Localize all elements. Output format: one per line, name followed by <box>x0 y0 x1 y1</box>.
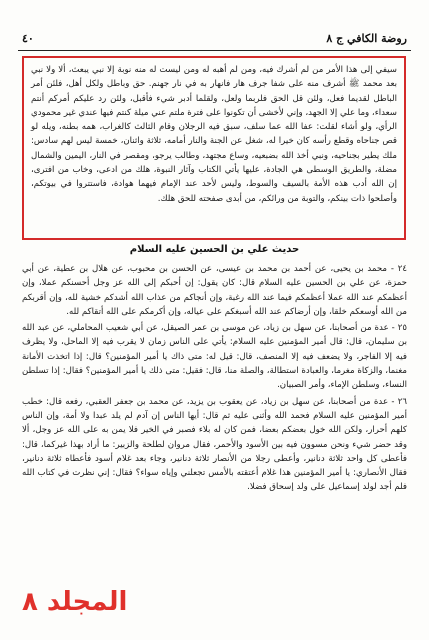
highlighted-passage-text: سيفي إلى هذا الأمر من لم أشرك فيه، ومن لم أهبه له ومن ليست له منه نوبة إلا نبي يبعث، ألا ولا نبي بعد محمد ﷺ أشرف منه على شفا جرف هار فانهار به في نار جهنم. حق وباطل ولكل أهل، فلئن أمر الباطل لقديما فعل، ولئن قل الحق فلربما ولعل، ولقلما أدبر شيء فأقبل، ولئن رد عليكم أمركم أنتم سعداء، وما علي إلا الجهد، وإني لأخشى أن تكونوا على فترة ملتم عني ميلة كنتم فيها عندي غير محمودي الرأي، ولو أشاء لقلت: عفا الله عما سلف، سبق فيه الرجلان وقام الثالث كالغراب، همه بطنه، ويله لو قص جناحاه وقطع رأسه كان خيرا له، شغل عن الجنة والنار أمامه، ثلاثة واثنان، خمسة ليس لهم سادس: ملك يطير بجناحيه، ونبي أخذ الله بضبعيه، وساع مجتهد، وطالب يرجو، ومقصر في النار، اليمين والشمال مضلة، والطريق الوسطى هي الجادة، عليها يأتي الكتاب وآثار النبوة، هلك من ادعى، وخاب من افترى، إن الله أدب هذه الأمة بالسيف والسوط، وليس لأحد عند الإمام فيهما هوادة، فاستتروا في بيوتكم، وأصلحوا ذات بينكم، والتوبة من ورائكم، من أبدى صفحته للحق هلك. <box>30 65 397 204</box>
section-title: حديث علي بن الحسين عليه السلام <box>129 244 300 255</box>
page-header <box>22 28 407 48</box>
hadith-paragraph: ٢٤ - محمد بن يحيى، عن أحمد بن محمد بن عيسى، عن الحسن بن محبوب، عن هلال بن عطية، عن أبي حمزة، عن علي بن الحسين عليه السلام قال: كان يقول: إن أحبكم إلى الله عز وجل أحسنكم عملا، وإن أعظمكم عند الله عملا أعظمكم فيما عند الله رغبة، وإن أنجاكم من عذاب الله أشدكم خشية لله، وإن أقربكم من الله أوسعكم خلقا، وإن أرضاكم عند الله أسبغكم على عياله، وإن أكرمكم على الله أتقاكم لله. <box>22 264 407 317</box>
hadith-paragraph: ٢٦ - عدة من أصحابنا، عن سهل بن زياد، عن يعقوب بن يزيد، عن محمد بن جعفر العقبي، رفعه قال: خطب أمير المؤمنين عليه السلام فحمد الله وأثنى عليه ثم قال: أيها الناس إن آدم لم يلد عبدا ولا أمة، وإن الناس كلهم أحرار، ولكن الله خول بعضكم بعضا، فمن كان له بلاء فصبر في الخير فلا يمن به على الله عز وجل، ألا وقد حضر شيء ونحن مسوون فيه بين الأسود والأحمر، فقال مروان لطلحة والزبير: ما أراد بهذا غيركما، قال: فأعطى كل واحد ثلاثة دنانير، وأعطى رجلا من الأنصار ثلاثة دنانير، وجاء بعد غلام أسود فأعطاه ثلاثة دنانير، فقال الأنصاري: يا أمير المؤمنين هذا غلام أعتقته بالأمس تجعلني وإياه سواء؟ فقال: إني نظرت في كتاب الله فلم أجد لولد إسماعيل على ولد إسحاق فضلا. <box>22 396 407 493</box>
page-number: ٤٠ <box>22 31 34 45</box>
book-title: روضة الكافي ج ٨ <box>326 31 407 45</box>
volume-label: المجلد ٨ <box>22 587 128 617</box>
body-text <box>22 262 407 596</box>
header-divider <box>18 50 411 51</box>
highlighted-passage-box <box>22 56 406 240</box>
hadith-paragraph: ٢٥ - عدة من أصحابنا، عن سهل بن زياد، عن موسى بن عمر الصيقل، عن أبي شعيب المحاملي، عن عبد الله بن سليمان، قال: قال أمير المؤمنين عليه السلام: يأتي على الناس زمان لا يقرب فيه إلا الماحل، ولا يظرف فيه إلا الفاجر، ولا يضعف فيه إلا المنصف، قال: قيل له: متى ذاك يا أمير المؤمنين؟ قال: إذا اتخذت الأمانة مغنما، والزكاة مغرما، والعبادة استطالة، والصلة منا، قال: فقيل: متى ذلك يا أمير المؤمنين؟ فقال: إذا تسلطن النساء، وسلطن الإماء، وأمر الصبيان. <box>22 323 407 391</box>
